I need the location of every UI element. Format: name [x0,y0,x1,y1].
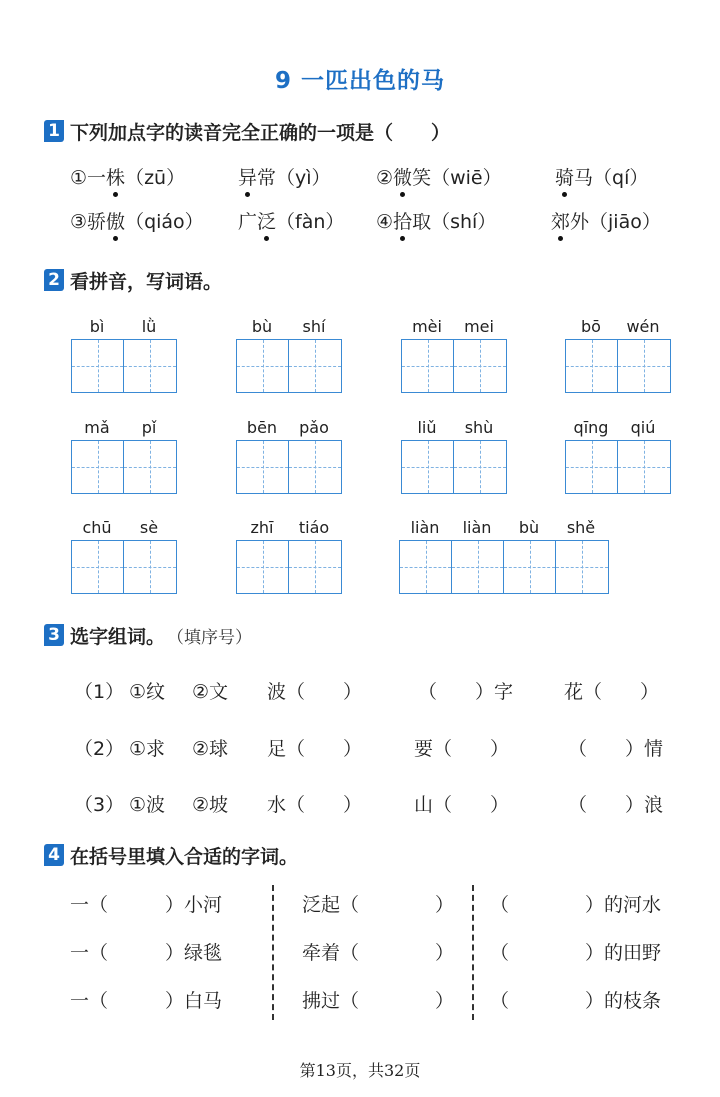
grid-cell[interactable] [72,441,124,493]
option-text: （fàn） [276,211,345,233]
page-title: 9 一匹出色的马 [274,68,445,94]
q3-choice: ①纹 [129,681,166,703]
grid-cell[interactable] [237,541,289,593]
grid-cell[interactable] [72,340,124,392]
grid-cell[interactable] [402,441,454,493]
q3-choice: ②坡 [192,794,229,816]
option-text: 取（shí） [412,211,497,233]
dotted-char: 郊 [551,207,570,234]
option-text: 广 [238,211,258,233]
question-2-header [44,267,222,293]
q1-option[interactable] [555,163,648,190]
pinyin: mèi [412,317,442,336]
pinyin: zhī [250,518,274,537]
dotted-char: 株 [106,163,125,190]
grid-cell[interactable] [566,441,618,493]
writing-grid[interactable] [236,339,342,393]
option-text: 马（qí） [574,167,649,189]
q3-blank[interactable]: 水（ ） [267,794,363,816]
dotted-char: 拾 [393,207,412,234]
pinyin: bù [251,317,273,336]
pinyin: bù [518,518,540,537]
option-text: 常（yì） [257,167,331,189]
q3-choice: ②球 [192,738,229,760]
dotted-char: 泛 [257,207,276,234]
question-3-subtext: （填序号） [167,627,253,648]
pinyin: qiú [630,418,656,437]
question-4-text: 在括号里填入合适的字词。 [70,845,299,868]
grid-cell[interactable] [556,541,608,593]
writing-grid[interactable] [565,440,671,494]
q3-row-index: （3） [74,794,125,816]
question-1-header [44,118,450,144]
grid-cell[interactable] [618,340,670,392]
question-number-badge: 2 [44,269,64,291]
grid-cell[interactable] [237,441,289,493]
question-4-header [44,842,298,868]
q4-blank[interactable]: 泛起（ ） [302,894,455,916]
grid-cell[interactable] [289,340,341,392]
pinyin: shù [464,418,494,437]
writing-grid[interactable] [236,440,342,494]
q1-option[interactable] [238,163,331,190]
q3-blank[interactable]: 花（ ） [564,681,660,703]
q1-option[interactable] [376,163,502,190]
option-text: ③骄 [70,211,107,233]
q4-blank[interactable]: 一（ ）绿毯 [70,942,223,964]
pinyin: bì [89,317,105,336]
dotted-char: 微 [393,163,412,190]
grid-cell[interactable] [504,541,556,593]
q4-blank[interactable]: 牵着（ ） [302,942,455,964]
writing-grid[interactable] [71,440,177,494]
q4-blank[interactable]: 拂过（ ） [302,990,455,1012]
pinyin: tiáo [298,518,330,537]
writing-grid[interactable] [399,540,609,594]
pinyin: mǎ [84,418,110,437]
pinyin: qīng [573,418,609,437]
grid-cell[interactable] [72,541,124,593]
grid-cell[interactable] [618,441,670,493]
option-text: （zū） [125,167,186,189]
page-footer: 第13页，共32页 [299,1061,421,1080]
q3-choice: ①波 [129,794,166,816]
q1-option[interactable] [376,207,496,234]
q4-blank[interactable]: （ ）的河水 [490,894,662,916]
question-2-text: 看拼音，写词语。 [70,270,223,293]
q3-blank[interactable]: 要（ ） [414,738,510,760]
pinyin: pǐ [141,418,157,437]
writing-grid[interactable] [71,540,177,594]
grid-cell[interactable] [124,441,176,493]
option-text: ④ [376,211,394,233]
pinyin: mei [464,317,494,336]
grid-cell[interactable] [289,541,341,593]
question-number-badge: 1 [44,120,64,142]
question-1-text: 下列加点字的读音完全正确的一项是（ ） [70,121,451,144]
grid-cell[interactable] [124,340,176,392]
q3-blank[interactable]: 山（ ） [414,794,510,816]
q1-option[interactable] [551,207,661,234]
q4-blank[interactable]: （ ）的枝条 [490,990,662,1012]
option-text: 笑（wiē） [412,167,502,189]
pinyin: liàn [410,518,440,537]
q3-blank[interactable]: 足（ ） [267,738,363,760]
pinyin: liàn [462,518,492,537]
grid-cell[interactable] [289,441,341,493]
column-divider [472,885,474,1020]
writing-grid[interactable] [236,540,342,594]
pinyin: liǔ [417,418,437,437]
q3-blank[interactable]: （ ）情 [568,738,664,760]
option-text: ② [376,167,394,189]
option-text: （qiáo） [125,211,204,233]
q1-option[interactable] [70,207,204,234]
grid-cell[interactable] [237,340,289,392]
dotted-char: 傲 [106,207,125,234]
pinyin: shě [566,518,596,537]
writing-grid[interactable] [71,339,177,393]
q3-row-index: （1） [74,681,125,703]
grid-cell[interactable] [454,340,506,392]
question-number-badge: 3 [44,624,64,646]
q3-blank[interactable]: （ ）字 [418,681,514,703]
grid-cell[interactable] [400,541,452,593]
option-text: 外（jiāo） [570,211,661,233]
q3-blank[interactable]: 波（ ） [267,681,363,703]
writing-grid[interactable] [565,339,671,393]
q3-choice: ②文 [192,681,229,703]
dotted-char: 异 [238,163,257,190]
q1-option[interactable] [238,207,344,234]
pinyin: sè [139,518,159,537]
q4-blank[interactable]: （ ）的田野 [490,942,662,964]
grid-cell[interactable] [454,441,506,493]
pinyin: bēn [246,418,278,437]
question-3-text: 选字组词。 [70,625,166,648]
writing-grid[interactable] [401,339,507,393]
pinyin: lǜ [141,317,157,336]
pinyin: shí [302,317,326,336]
q4-blank[interactable]: 一（ ）小河 [70,894,223,916]
writing-grid[interactable] [401,440,507,494]
grid-cell[interactable] [402,340,454,392]
question-number-badge: 4 [44,844,64,866]
q1-option[interactable] [70,163,185,190]
q3-choice: ①求 [129,738,166,760]
pinyin: pǎo [299,418,329,437]
q3-blank[interactable]: （ ）浪 [568,794,664,816]
pinyin: chū [82,518,112,537]
grid-cell[interactable] [566,340,618,392]
column-divider [272,885,274,1020]
dotted-char: 骑 [555,163,574,190]
grid-cell[interactable] [124,541,176,593]
option-text: ①一 [70,167,107,189]
grid-cell[interactable] [452,541,504,593]
pinyin: bō [581,317,601,336]
q3-row-index: （2） [74,738,125,760]
question-3-header [44,622,252,648]
pinyin: wén [626,317,660,336]
q4-blank[interactable]: 一（ ）白马 [70,990,223,1012]
